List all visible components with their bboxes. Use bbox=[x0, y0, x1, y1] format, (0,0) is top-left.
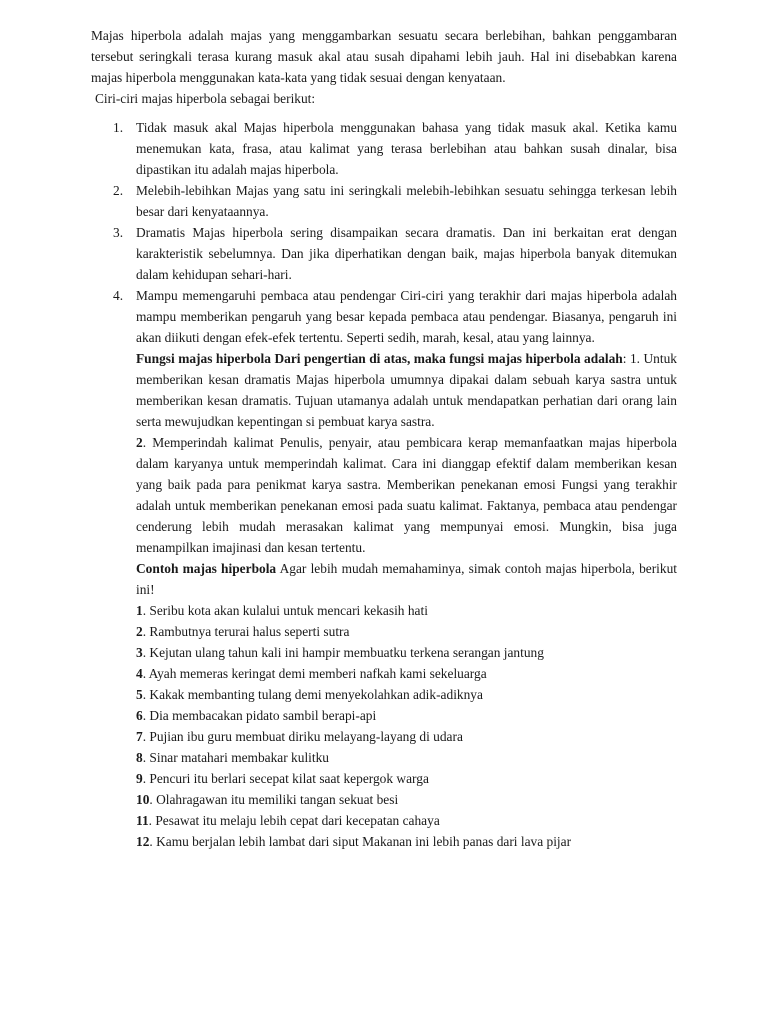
ciri-heading: Ciri-ciri majas hiperbola sebagai berikut: bbox=[95, 91, 316, 106]
list-item: 1. Seribu kota akan kulalui untuk mencari kekasih hati bbox=[136, 603, 428, 618]
fungsi-paragraph: Fungsi majas hiperbola Dari pengertian di atas, maka fungsi majas hiperbola adalah: 1. Untuk memberikan kesan dramatis Majas hiperbola umumnya dipakai dalam sebuah karya sastra untuk memberikan kesan dramatis. Tujuan utamanya adalah untuk mendapatkan perhatian dari orang lain serta mewujudkan kepentingan si pembuat karya sastra. bbox=[136, 351, 677, 429]
list-item: 8. Sinar matahari membakar kulitku bbox=[136, 750, 330, 765]
fungsi-heading: Fungsi majas hiperbola Dari pengertian di atas, maka fungsi majas hiperbola adalah bbox=[136, 351, 623, 366]
list-item: 5. Kakak membanting tulang demi menyekolahkan adik-adiknya bbox=[136, 687, 483, 702]
intro-paragraph: Majas hiperbola adalah majas yang menggambarkan sesuatu secara berlebihan, bahkan penggambaran tersebut seringkali terasa kurang masuk akal atau susah dipahami lebih jauh. Hal ini disebabkan karena majas hiperbola menggunakan kata-kata yang tidak sesuai dengan kenyataan. bbox=[91, 28, 677, 85]
list-item: 4. Mampu memengaruhi pembaca atau pendengar Ciri-ciri yang terakhir dari majas hiperbola adalah mampu memberikan pengaruh yang besar kepada pembaca atau pendengar. Biasanya, pengaruh ini akan diikuti dengan efek-efek tertentu. Seperti sedih, marah, kesal, atau yang lainnya. bbox=[113, 288, 677, 345]
list-item: 4. Ayah memeras keringat demi memberi nafkah kami sekeluarga bbox=[136, 666, 487, 681]
document-page bbox=[91, 25, 677, 852]
contoh-paragraph: Contoh majas hiperbola Agar lebih mudah memahaminya, simak contoh majas hiperbola, berikut ini! bbox=[136, 561, 677, 597]
list-item: 6. Dia membacakan pidato sambil berapi-api bbox=[136, 708, 377, 723]
fungsi-item-2: 2. Memperindah kalimat Penulis, penyair, atau pembicara kerap memanfaatkan majas hiperbola dalam karyanya untuk memperindah kalimat. Cara ini dianggap efektif dalam memberikan kesan yang baik pada para penikmat karya sastra. Memberikan penekanan emosi Fungsi yang terakhir adalah untuk memberikan penekanan emosi pada suatu kalimat. Faktanya, pembaca atau pendengar cenderung lebih mudah merasakan kalimat yang mempunyai emosi. Mungkin, bisa juga menampilkan imajinasi dan kesan tertentu. bbox=[136, 435, 677, 555]
list-item: 3. Kejutan ulang tahun kali ini hampir membuatku terkena serangan jantung bbox=[136, 645, 544, 660]
ciri-list bbox=[91, 117, 677, 348]
list-item: 3. Dramatis Majas hiperbola sering disampaikan secara dramatis. Dan ini berkaitan erat dengan karakteristik sebelumnya. Dan jika diperhatikan dengan baik, majas hiperbola banyak ditemukan dalam kehidupan sehari-hari. bbox=[113, 225, 677, 282]
list-item: 12. Kamu berjalan lebih lambat dari siput Makanan ini lebih panas dari lava pijar bbox=[136, 834, 572, 849]
list-item: 2. Melebih-lebihkan Majas yang satu ini seringkali melebih-lebihkan sesuatu sehingga terkesan lebih besar dari kenyataannya. bbox=[113, 183, 677, 219]
contoh-heading: Contoh majas hiperbola bbox=[136, 561, 277, 576]
list-item: 1. Tidak masuk akal Majas hiperbola menggunakan bahasa yang tidak masuk akal. Ketika kamu menemukan kata, frasa, atau kalimat yang terasa berlebihan atau bahkan susah dinalar, bisa dipastikan itu adalah majas hiperbola. bbox=[113, 120, 677, 177]
list-item: 10. Olahragawan itu memiliki tangan sekuat besi bbox=[136, 792, 399, 807]
list-item: 9. Pencuri itu berlari secepat kilat saat kepergok warga bbox=[136, 771, 429, 786]
example-list bbox=[91, 600, 677, 852]
list-item: 11. Pesawat itu melaju lebih cepat dari kecepatan cahaya bbox=[136, 813, 440, 828]
list-item: 7. Pujian ibu guru membuat diriku melayang-layang di udara bbox=[136, 729, 463, 744]
list-item: 2. Rambutnya terurai halus seperti sutra bbox=[136, 624, 350, 639]
